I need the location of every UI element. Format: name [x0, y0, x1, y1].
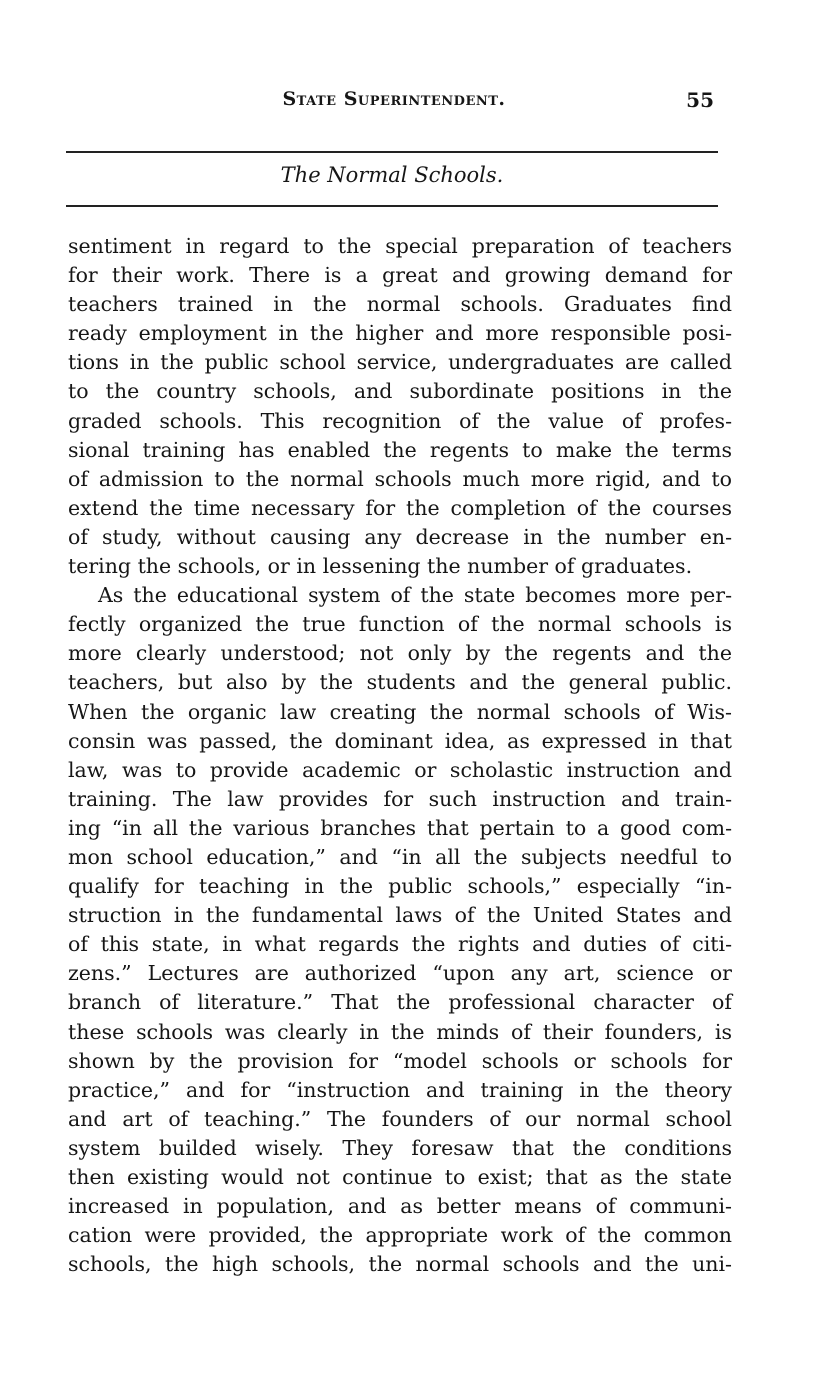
text-line: graded schools. This recognition of the value of profes- — [68, 408, 732, 433]
text-line: to the country schools, and subordinate positions in the — [68, 379, 732, 404]
text-line: consin was passed, the dominant idea, as expressed in that — [68, 728, 732, 753]
text-line: system builded wisely. They foresaw that the conditions — [68, 1135, 732, 1160]
text-line: ready employment in the higher and more responsible posi- — [68, 321, 732, 346]
section-title: The Normal Schools. — [280, 163, 504, 187]
text-line: tering the schools, or in lessening the number of graduates. — [68, 554, 693, 579]
text-line: of study, without causing any decrease in the number en- — [68, 524, 732, 549]
text-line: struction in the fundamental laws of the United States and — [68, 903, 732, 928]
text-line: teachers, but also by the students and the general public. — [68, 670, 732, 695]
body-text — [68, 232, 732, 1279]
text-line: of this state, in what regards the rights and duties of citi- — [68, 932, 732, 957]
text-line: more clearly understood; not only by the regents and the — [68, 641, 732, 666]
paragraph-1 — [68, 232, 732, 581]
text-line: qualify for teaching in the public schools,” especially “in- — [68, 874, 732, 899]
text-line: mon school education,” and “in all the subjects needful to — [68, 844, 732, 869]
text-line: zens.” Lectures are authorized “upon any art, science or — [68, 961, 732, 986]
text-line: practice,” and for “instruction and training in the theory — [68, 1077, 732, 1102]
text-line: these schools was clearly in the minds of their founders, is — [68, 1019, 732, 1044]
text-line: for their work. There is a great and growing demand for — [68, 263, 732, 288]
text-line: cation were provided, the appropriate work of the common — [68, 1223, 732, 1248]
text-line: extend the time necessary for the completion of the courses — [68, 495, 732, 520]
header-rule-bottom — [66, 205, 718, 207]
paragraph-2 — [68, 581, 732, 1279]
text-line: and art of teaching.” The founders of our normal school — [68, 1106, 732, 1131]
text-line: teachers trained in the normal schools. Graduates find — [68, 292, 732, 317]
text-line: sional training has enabled the regents to make the terms — [68, 437, 732, 462]
text-line: schools, the high schools, the normal schools and the uni- — [68, 1252, 732, 1277]
text-line: As the educational system of the state becomes more per- — [98, 583, 732, 608]
text-line: When the organic law creating the normal schools of Wis- — [68, 699, 732, 724]
text-line: tions in the public school service, undergraduates are called — [68, 350, 732, 375]
text-line: ing “in all the various branches that pertain to a good com- — [68, 815, 732, 840]
text-line: then existing would not continue to exist; that as the state — [68, 1165, 732, 1189]
running-header — [68, 88, 720, 118]
text-line: branch of literature.” That the professional character of — [68, 990, 732, 1015]
running-title: State Superintendent. — [282, 88, 506, 110]
text-line: shown by the provision for “model schools or schools for — [68, 1048, 732, 1073]
page-number: 55 — [686, 88, 714, 112]
text-line: increased in population, and as better means of communi- — [68, 1194, 732, 1219]
header-rule-top — [66, 151, 718, 153]
text-line: fectly organized the true function of the normal schools is — [68, 612, 732, 637]
text-line: sentiment in regard to the special preparation of teachers — [68, 234, 732, 258]
text-line: law, was to provide academic or scholastic instruction and — [68, 757, 732, 782]
text-line: training. The law provides for such instruction and train- — [68, 786, 732, 811]
text-line: of admission to the normal schools much more rigid, and to — [68, 466, 732, 491]
